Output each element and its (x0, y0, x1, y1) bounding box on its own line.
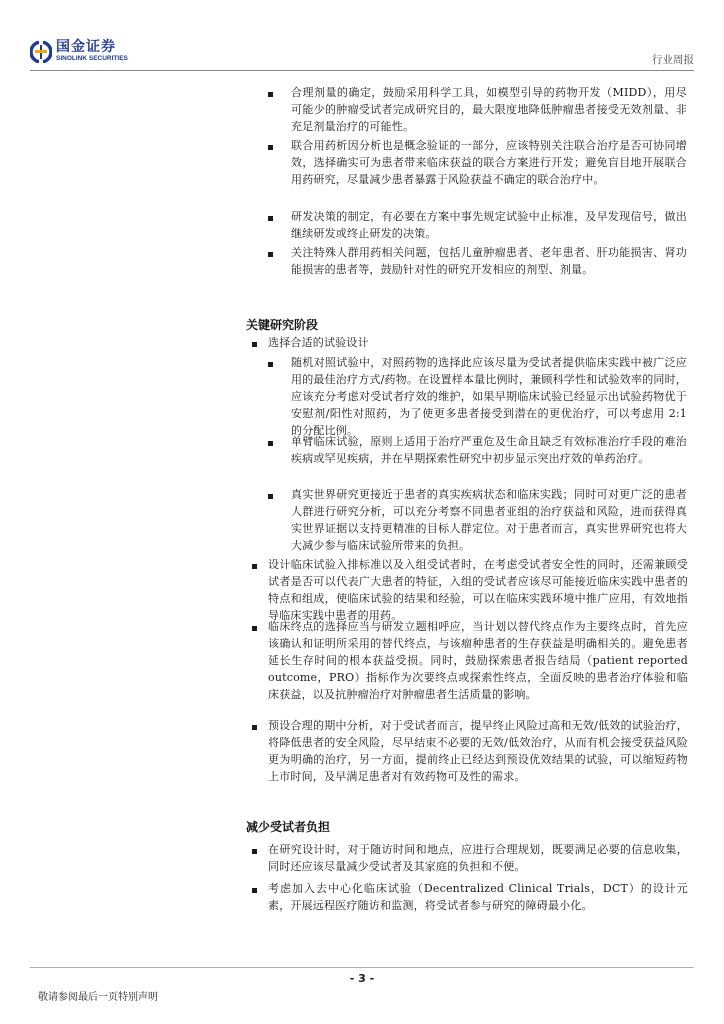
logo-mark-icon (30, 41, 52, 63)
burden-bullet-1: 在研究设计时，对于随访时间和地点，应进行合理规划，既要满足必要的信息收集，同时还应该尽量减少受试者及其家庭的负担和不便。 (268, 843, 688, 873)
top-bullet-2: 联合用药析因分析也是概念验证的一部分，应该特别关注联合治疗是否可协同增效，选择确实可为患者带来临床获益的联合方案进行开发；避免盲目地开展联合用药研究，尽量减少患者暴露于风险获益不确定的联合治疗中。 (291, 139, 687, 186)
design-label: 选择合适的试验设计 (268, 336, 369, 349)
bullet-square-icon (268, 145, 273, 150)
main-bullet-1: 设计临床试验入排标准以及入组受试者时，在考虑受试者安全性的同时，还需兼顾受试者是否可以代表广大患者的特征，入组的受试者应该尽可能接近临床实践中患者的特点和组成，使临床试验的结果和经验，可以在临床实践环境中推广应用，有效地指导临床实践中患者的用药。 (268, 558, 688, 622)
bullet-square-icon (252, 564, 257, 569)
bullet-square-icon (268, 92, 273, 97)
burden-bullet-2: 考虑加入去中心化临床试验（Decentralized Clinical Trials，DCT）的设计元素，开展远程医疗随访和监测，将受试者参与研究的障碍最小化。 (268, 882, 688, 912)
header-divider (30, 70, 694, 71)
section-title-reduce-burden: 减少受试者负担 (246, 820, 331, 834)
top-bullet-1: 合理剂量的确定，鼓励采用科学工具，如模型引导的药物开发（MIDD），用尽可能少的肿瘤受试者完成研究目的，最大限度地降低肿瘤患者接受无效剂量、非充足剂量治疗的可能性。 (291, 86, 687, 133)
top-bullet-4: 关注特殊人群用药相关问题，包括儿童肿瘤患者、老年患者、肝功能损害、肾功能损害的患者等，鼓励针对性的研究开发相应的剂型、剂量。 (291, 246, 687, 276)
bullet-square-icon (252, 626, 257, 631)
design-bullet-1: 随机对照试验中，对照药物的选择此应该尽量为受试者提供临床实践中被广泛应用的最佳治疗方式/药物。在设置样本量比例时，兼顾科学性和试验效率的同时，应该充分考虑对受试者疗效的维护，如果早期临床试验已经显示出试验药物优于安慰剂/阳性对照药，为了使更多患者接受到潜在的更优治疗，可以考虑用 2:1 的分配比例。 (291, 356, 687, 437)
logo-en-text: SINOLINK SECURITIES (56, 55, 128, 62)
company-logo (30, 40, 128, 63)
page-number: - 3 - (349, 972, 375, 985)
disclaimer-note: 敬请参阅最后一页特别声明 (38, 992, 158, 1003)
design-bullet-2: 单臂临床试验，原则上适用于治疗严重危及生命且缺乏有效标准治疗手段的难治疾病或罕见疾病，并在早期探索性研究中初步显示突出疗效的单药治疗。 (291, 435, 687, 465)
top-bullet-3: 研发决策的制定，有必要在方案中事先规定试验中止标准，及早发现信号，做出继续研发或终止研发的决策。 (291, 210, 687, 240)
bullet-square-icon (252, 725, 257, 730)
footer-divider (30, 967, 694, 968)
bullet-square-icon (252, 342, 257, 347)
bullet-square-icon (268, 216, 273, 221)
bullet-square-icon (268, 362, 273, 367)
bullet-square-icon (252, 849, 257, 854)
report-type: 行业周报 (652, 54, 694, 66)
main-bullet-3: 预设合理的期中分析，对于受试者而言，提早终止风险过高和无效/低效的试验治疗，将降低患者的安全风险，尽早结束不必要的无效/低效治疗，从而有机会接受获益风险更为明确的治疗，另一方面，提前终止已经达到预设优效结果的试验，可以缩短药物上市时间，及早满足患者对有效药物可及性的需求。 (268, 719, 688, 783)
logo-cn-text: 国金证券 (56, 39, 116, 55)
bullet-square-icon (268, 494, 273, 499)
main-bullet-2: 临床终点的选择应当与研发立题相呼应，当计划以替代终点作为主要终点时，首先应该确认和证明所采用的替代终点，与该瘤种患者的生存获益是明确相关的。避免患者延长生存时间的根本获益受损。同时，鼓励探索患者报告结局（patient reported outcome，PRO）指标作为次要终点或探索性终点，全面反映的患者治疗体验和临床获益，以及抗肿瘤治疗对肿瘤患者生活质量的影响。 (268, 620, 688, 701)
bullet-square-icon (268, 252, 273, 257)
section-title-key-stage: 关键研究阶段 (246, 318, 319, 332)
bullet-square-icon (268, 441, 273, 446)
page-header (0, 0, 724, 72)
design-bullet-3: 真实世界研究更接近于患者的真实疾病状态和临床实践；同时可对更广泛的患者人群进行研究分析，可以充分考察不同患者亚组的治疗获益和风险，进而获得真实世界证据以支持更精准的目标人群定位。对于患者而言，真实世界研究也将大大减少参与临床试验所带来的负担。 (291, 488, 687, 552)
bullet-square-icon (252, 888, 257, 893)
